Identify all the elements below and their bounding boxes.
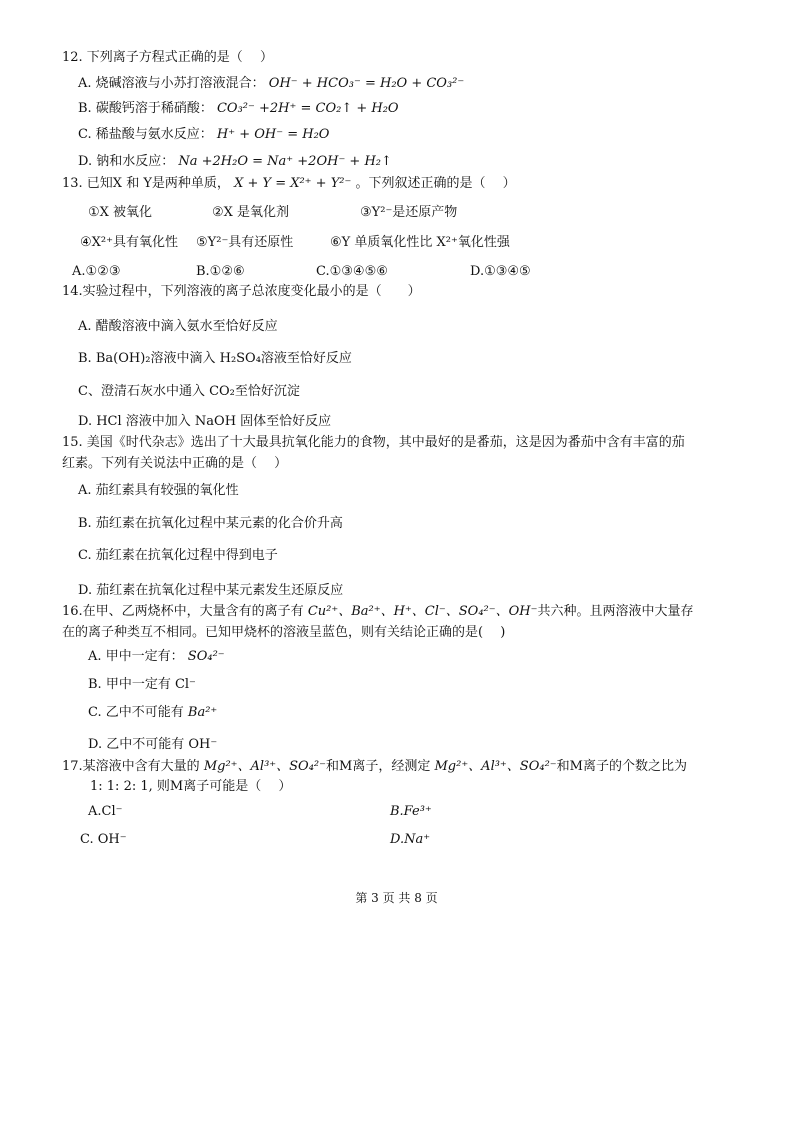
q14-option-c: C、澄清石灰水中通入 CO₂至恰好沉淀 [78, 384, 300, 399]
q13-statement-4: ④X²⁺具有氧化性 [80, 235, 178, 250]
q14-option-b: B. Ba(OH)₂溶液中滴入 H₂SO₄溶液至恰好反应 [78, 351, 352, 366]
q16-stem-part2: 共六种。且两溶液中大量存 [537, 604, 694, 619]
q17-stem-part3: 和M离子的个数之比为 [556, 759, 687, 774]
q17-stem-part2: 和M离子，经测定 [326, 759, 431, 774]
q13-stem-part1: 13. 已知X 和 Y是两种单质， [62, 176, 230, 191]
q15-option-a: A. 茄红素具有较强的氧化性 [78, 483, 239, 498]
q13-statement-5: ⑤Y²⁻具有还原性 [196, 235, 294, 250]
q17-option-c: C. OH⁻ [80, 832, 127, 847]
q12-stem: 12. 下列离子方程式正确的是（ ） [62, 50, 273, 65]
q14-option-d: D. HCl 溶液中加入 NaOH 固体至恰好反应 [78, 414, 332, 429]
q12-option-d-label: D. 钠和水反应： [78, 154, 175, 169]
q16-option-c [88, 704, 217, 722]
q12-option-a [78, 75, 464, 93]
q17-ion-list-1: Mg²⁺、Al³⁺、SO₄²⁻ [203, 759, 327, 774]
q13-option-c: C.①③④⑤⑥ [316, 264, 388, 279]
q12-option-d [78, 153, 392, 171]
q13-stem [62, 175, 516, 193]
q14-option-a: A. 醋酸溶液中滴入氨水至恰好反应 [78, 319, 278, 334]
q15-stem-line2: 红素。下列有关说法中正确的是（ ） [62, 456, 288, 471]
q17-option-d: D.Na⁺ [390, 832, 431, 847]
q17-option-a: A.Cl⁻ [88, 804, 123, 819]
page-footer: 第 3 页 共 8 页 [355, 891, 438, 905]
q13-option-b: B.①②⑥ [196, 264, 245, 279]
q12-option-c [78, 126, 329, 144]
q17-stem-line1 [62, 758, 687, 776]
q15-option-c: C. 茄红素在抗氧化过程中得到电子 [78, 548, 278, 563]
q12-option-b-label: B. 碳酸钙溶于稀硝酸： [78, 101, 213, 116]
q13-stem-part2: 。下列叙述正确的是（ ） [355, 176, 516, 191]
q16-stem-line1 [62, 603, 693, 621]
q16-ion-list: Cu²⁺、Ba²⁺、H⁺、Cl⁻、SO₄²⁻、OH⁻ [307, 604, 538, 619]
q16-option-a-ion: SO₄²⁻ [187, 649, 225, 664]
q13-statement-6: ⑥Y 单质氧化性比 X²⁺氧化性强 [330, 235, 510, 250]
q16-option-c-ion: Ba²⁺ [187, 705, 218, 720]
q17-stem-part1: 17.某溶液中含有大量的 [62, 759, 200, 774]
q16-option-a-label: A. 甲中一定有： [88, 649, 184, 664]
q14-stem: 14.实验过程中，下列溶液的离子总浓度变化最小的是（ ） [62, 284, 421, 299]
q13-option-a: A.①②③ [72, 264, 121, 279]
q12-option-c-label: C. 稀盐酸与氨水反应： [78, 127, 213, 142]
q12-option-a-label: A. 烧碱溶液与小苏打溶液混合： [78, 76, 265, 91]
q13-statement-3: ③Y²⁻是还原产物 [360, 205, 458, 220]
q17-ion-list-2: Mg²⁺、Al³⁺、SO₄²⁻ [434, 759, 557, 774]
q16-option-a [88, 648, 225, 666]
q15-stem-line1: 15. 美国《时代杂志》选出了十大最具抗氧化能力的食物，其中最好的是番茄，这是因为番茄中含有丰富的茄 [62, 435, 685, 450]
q13-statement-2: ②X 是氧化剂 [212, 205, 290, 220]
q17-option-b: B.Fe³⁺ [390, 804, 432, 819]
q15-option-b: B. 茄红素在抗氧化过程中某元素的化合价升高 [78, 516, 343, 531]
q13-stem-equation: X + Y = X²⁺ + Y²⁻ [234, 176, 352, 191]
q16-option-b: B. 甲中一定有 Cl⁻ [88, 677, 196, 692]
q16-stem-line2: 在的离子种类互不相同。已知甲烧杯的溶液呈蓝色，则有关结论正确的是( ) [62, 625, 506, 640]
q12-option-a-equation: OH⁻ + HCO₃⁻ = H₂O + CO₃²⁻ [268, 76, 465, 91]
q13-statement-1: ①X 被氧化 [88, 205, 153, 220]
q16-option-c-label: C. 乙中不可能有 [88, 705, 184, 720]
q17-stem-line2: 1: 1: 2: 1, 则M离子可能是（ ） [90, 779, 292, 794]
q12-option-b [78, 100, 399, 118]
q12-option-c-equation: H⁺ + OH⁻ = H₂O [216, 127, 330, 142]
q12-option-d-equation: Na +2H₂O = Na⁺ +2OH⁻ + H₂↑ [178, 154, 392, 169]
q12-option-b-equation: CO₃²⁻ +2H⁺ = CO₂↑ + H₂O [216, 101, 399, 116]
q16-option-d: D. 乙中不可能有 OH⁻ [88, 737, 218, 752]
q15-option-d: D. 茄红素在抗氧化过程中某元素发生还原反应 [78, 583, 344, 598]
q13-option-d: D.①③④⑤ [470, 264, 531, 279]
q16-stem-part1: 16.在甲、乙两烧杯中，大量含有的离子有 [62, 604, 304, 619]
